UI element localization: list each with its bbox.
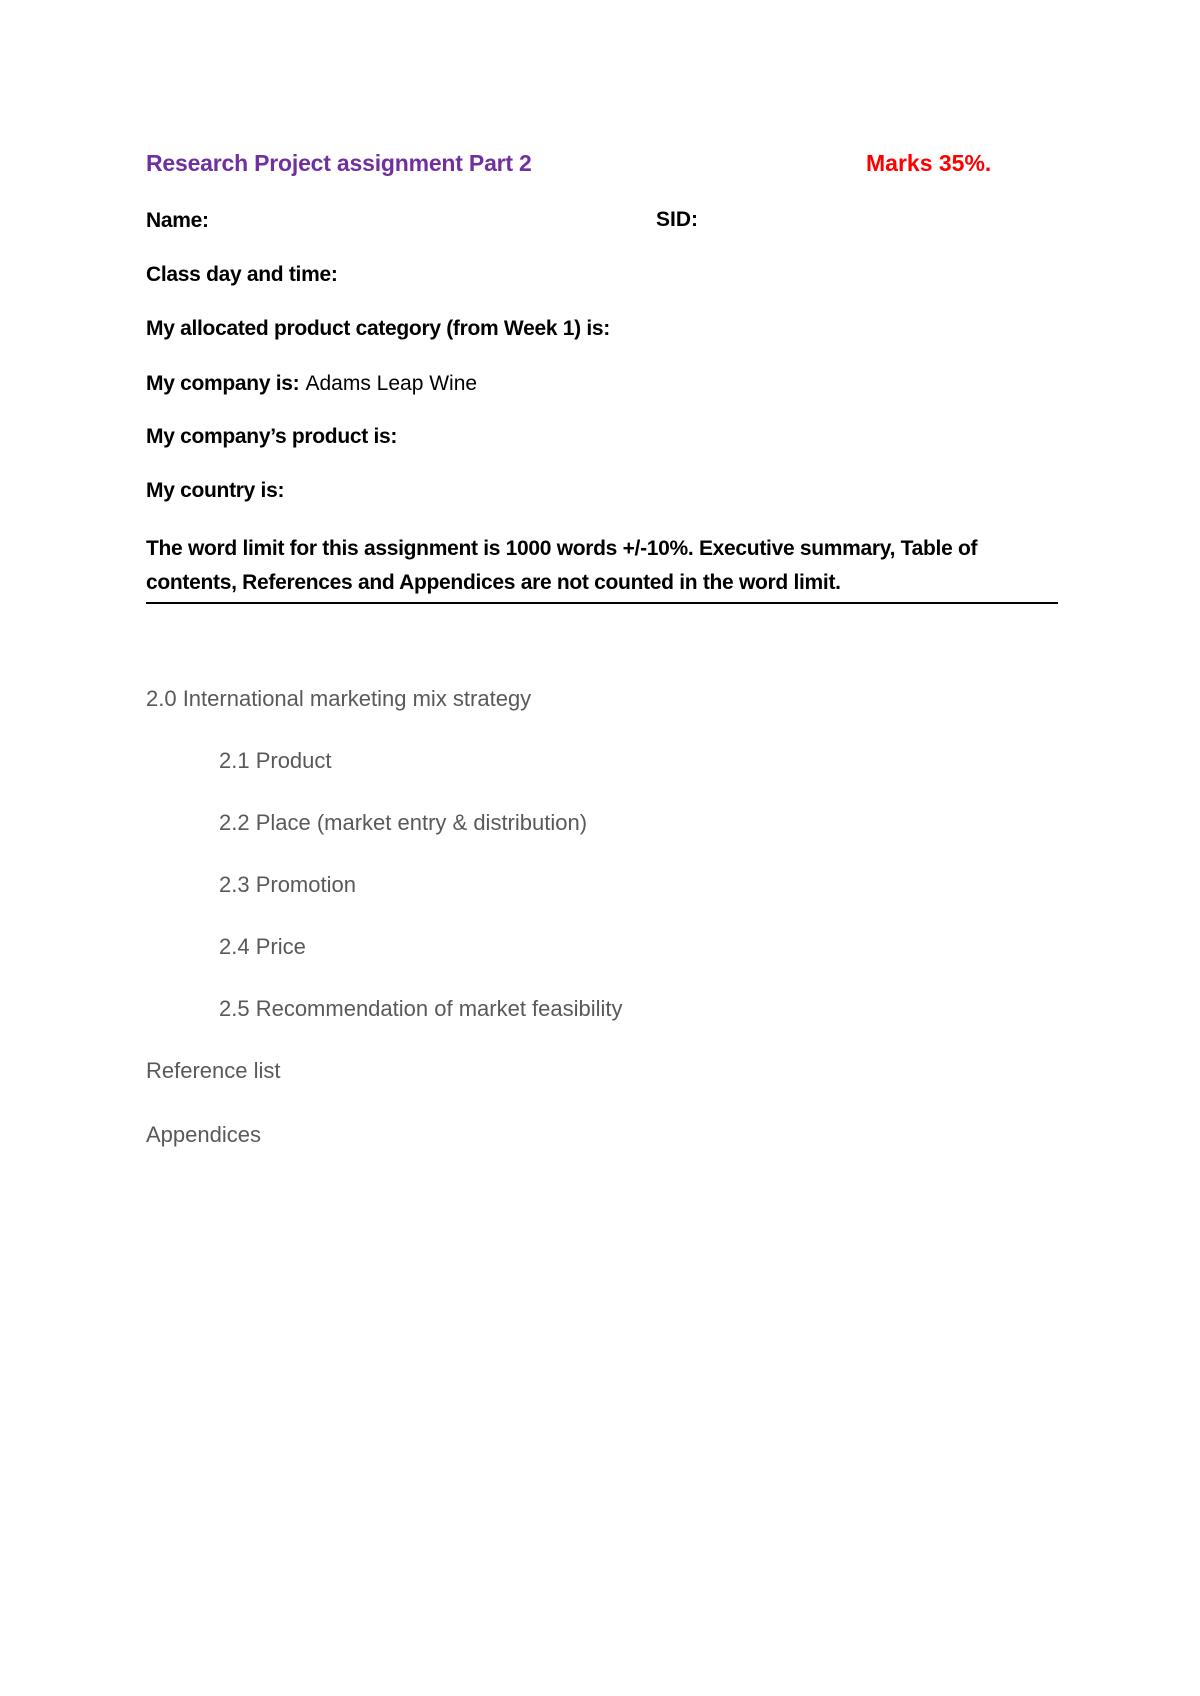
class-day-time-label: Class day and time:	[146, 263, 338, 286]
toc-item-reference-list: Reference list	[146, 1058, 281, 1083]
company-value: Adams Leap Wine	[305, 372, 478, 395]
toc-item-appendices: Appendices	[146, 1122, 261, 1147]
toc-item-product: 2.1 Product	[219, 748, 332, 773]
product-category-label: My allocated product category (from Week 1) is:	[146, 317, 610, 340]
toc-item-recommendation: 2.5 Recommendation of market feasibility	[219, 996, 623, 1021]
country-label: My country is:	[146, 479, 285, 502]
company-row	[146, 370, 477, 396]
toc-item-marketing-mix: 2.0 International marketing mix strategy	[146, 686, 532, 711]
sid-label: SID:	[656, 208, 698, 231]
word-limit-notice: The word limit for this assignment is 1000 words +/-10%. Executive summary, Table of contents, References and Appendices are not counted in the word limit.	[146, 532, 1058, 604]
company-product-label: My company’s product is:	[146, 425, 398, 448]
name-label: Name:	[146, 209, 209, 232]
document-title: Research Project assignment Part 2	[146, 150, 532, 176]
toc-item-promotion: 2.3 Promotion	[219, 872, 356, 897]
marks-label: Marks 35%.	[866, 150, 992, 176]
toc-item-place: 2.2 Place (market entry & distribution)	[219, 810, 588, 835]
company-label: My company is:	[146, 372, 300, 395]
toc-item-price: 2.4 Price	[219, 934, 306, 959]
